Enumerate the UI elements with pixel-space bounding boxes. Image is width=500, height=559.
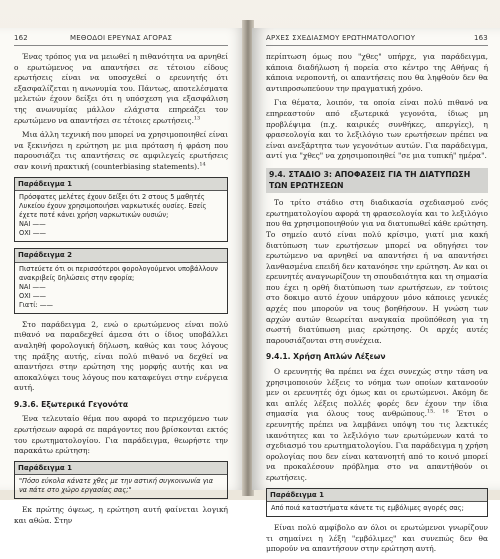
- answer-option: ΟΧΙ ——: [19, 291, 46, 300]
- example-box-title: Παράδειγμα 2: [15, 249, 227, 263]
- header-rule: [266, 45, 488, 46]
- left-paragraph-3: Στο παράδειγμα 2, ενώ ο ερωτώμενος είναι πολύ πιθανό να παραδεχθεί άμεσα ότι ο ίδιος υποβάλλει αναληθή φορολογική δήλωση, καθώς και τους λόγους της πράξης αυτής, είναι πολύ πιθανό να δεχθεί να απαντήσει στην ερώτηση της μορφής αυτής και να αποκαλύψει τους λόγους που καταφεύγει στην ενέργεια αυτή.: [14, 319, 228, 393]
- example-text: Πρόσφατες μελέτες έχουν δείξει ότι 2 στους 5 μαθητές Λυκείου έχουν χρησιμοποιήσει ναρκωτικές ουσίες. Εσείς έχετε ποτέ κάνει χρήση ναρκωτικών ουσιών;: [19, 193, 207, 220]
- footnote-marker: 15, 16: [426, 408, 449, 415]
- paragraph-text: Ένας τρόπος για να μειωθεί η πιθανότητα να αρνηθεί ο ερωτώμενος να απαντήσει σε τέτοιου είδους ερωτήσεις είναι να υποσχεθεί ο ερευνητής ότι εξασφαλίζεται η ανωνυμία του. Πάντως, αποτελέσματα μελετών έχουν δείξει ότι η υπόσχεση για εξασφάλιση της ανωνυμίας μάλλον ελάχιστα επηρεάζει τον ερωτώμενο να απαντήσει σε τέτοιες ερωτήσεις.: [14, 52, 228, 125]
- example-box-right: [266, 488, 488, 518]
- left-page: [0, 28, 244, 526]
- paragraph-text: Μια άλλη τεχνική που μπορεί να χρησιμοποιηθεί είναι να ξεκινήσει η ερώτηση με μια πρόταση ή φράση που παρουσιάζει τις απαντήσεις σε αμφιλεγείς ερωτήσεις σαν κοινή πρακτική (counterbiasing statements).: [14, 130, 228, 171]
- left-paragraph-2: [14, 130, 228, 172]
- example-box-2: [14, 248, 228, 314]
- example-box-body: [15, 263, 227, 313]
- left-page-content: [14, 52, 228, 531]
- example-text: Πιστεύετε ότι οι περισσότεροι φορολογούμενοι υποβάλλουν ανακριβείς δηλώσεις στην εφορία;: [19, 264, 218, 282]
- answer-option: Γιατί: ——: [19, 300, 53, 309]
- example-box-body: [15, 475, 227, 498]
- example-text: "Πόσο εύκολα κάνατε χθες με την αστική συγκοινωνία για να πάτε στο χώρο εργασίας σας;": [19, 477, 214, 495]
- answer-option: ΝΑΙ ——: [19, 220, 46, 229]
- example-box-body: [15, 191, 227, 241]
- paragraph-text: Ο ερευνητής θα πρέπει να έχει συνεχώς στην τάση να χρησιμοποιούν λέξεις το νόημα των οποίων κατανοούν μεν οι ερευνητές όχι όμως και οι ερωτώμενοι. Ακόμη δε και απλές λέξεις πολλές φορές δεν έχουν την ίδια σημασία για όλους τους ανθρώπους.: [266, 367, 488, 419]
- example-text: Από ποιά καταστήματα κάνετε τις εμβόλιμες αγορές σας;: [271, 504, 464, 513]
- page-number-left: 162: [14, 34, 28, 42]
- example-box-title: Παράδειγμα 1: [15, 178, 227, 192]
- example-box-title: Παράδειγμα 1: [15, 462, 227, 476]
- left-paragraph-1: [14, 52, 228, 126]
- right-paragraph-1: περίπτωση όμως που "χθες" υπήρχε, για παράδειγμα, κάποια διαδήλωση ή πορεία στο κέντρο της Αθήνας ή κάποια νεροποντή, οι απαντήσεις που θα ληφθούν δεν θα αντιπροσωπεύουν την πραγματική χρόνο.: [266, 52, 488, 93]
- left-paragraph-5: Εκ πρώτης όψεως, η ερώτηση αυτή φαίνεται λογική και αθώα. Στην: [14, 505, 228, 526]
- footnote-marker: 13: [193, 115, 201, 122]
- main-section-heading: 9.4. ΣΤΑΔΙΟ 3: ΑΠΟΦΑΣΕΙΣ ΓΙΑ ΤΗ ΔΙΑΤΥΠΩΣΗ ΤΩΝ ΕΡΩΤΗΣΕΩΝ: [266, 168, 488, 193]
- paragraph-text: Έτσι ο ερευνητής πρέπει να λαμβάνει υπόψη του τις λεκτικές ικανότητες και το λεξιλόγιο των ερωτώμενων κατά το σχεδιασμό του ερωτηματολογίου. Για παράδειγμα η χρήση ορολογίας που δεν είναι κατανοητή από το κοινό μπορεί να προκαλέσουν πρόβλημα στο να απαντήθούν οι ερωτήσεις.: [266, 409, 488, 482]
- example-box-1: [14, 177, 228, 243]
- left-paragraph-4: Ένα τελευταίο θέμα που αφορά το περιεχόμενο των ερωτήσεων αφορά σε παράγοντες που βρίσκονται εκτός του ερωτηματολογίου. Για παράδειγμα, θεωρήστε την παρακάτω ερώτηση:: [14, 414, 228, 456]
- running-head-left: ΜΕΘΟΔΟΙ ΕΡΕΥΝΑΣ ΑΓΟΡΑΣ: [70, 34, 173, 42]
- header-rule: [14, 45, 228, 46]
- right-paragraph-5: Είναι πολύ αμφίβολο αν όλοι οι ερωτώμενοι γνωρίζουν τι σημαίνει η λέξη "εμβόλιμες" και συνεπώς δεν θα μπορούν να απαντήσουν στην ερώτηση αυτή.: [266, 523, 488, 554]
- footnote-marker: 14: [199, 161, 206, 168]
- running-head-right: ΑΡΧΕΣ ΣΧΕΔΙΑΣΜΟΥ ΕΡΩΤΗΜΑΤΟΛΟΓΙΟΥ: [266, 34, 416, 42]
- right-page: [252, 28, 500, 554]
- page-number-right: 163: [474, 34, 488, 42]
- right-page-content: [266, 52, 488, 559]
- example-box-body: [267, 502, 487, 516]
- subsection-heading: 9.4.1. Χρήση Απλών Λέξεων: [266, 352, 386, 362]
- right-paragraph-2: Για θέματα, λοιπόν, τα οποία είναι πολύ πιθανό να επηρεαστούν από εξωτερικά γεγονότα, ίδιως μη προβλέψιμα (π.χ. καιρικές συνθήκες, απεργίες), η φρασεολογία και το λεξιλόγιο των ερωτήσεων πρέπει να είναι ανεξάρτητα των γεγονότων αυτών. Για παράδειγμα, αντί για "χθες" να χρησιμοποιηθεί "σε μια τυπική" ημέρα".: [266, 98, 488, 161]
- section-heading: 9.3.6. Εξωτερικά Γεγονότα: [14, 399, 129, 409]
- answer-option: ΟΧΙ ——: [19, 229, 46, 238]
- answer-option: ΝΑΙ ——: [19, 282, 46, 291]
- right-paragraph-3: Το τρίτο στάδιο στη διαδικασία σχεδιασμού ενός ερωτηματολογίου αφορά τη φρασεολογία και το λεξιλόγιο που θα χρησιμοποιηθούν για να διατυπωθεί κάθε ερώτηση. Το σημείο αυτό είναι πολύ κρίσιμο, γιατί μια κακή διατύπωση των ερωτήσεων μπορεί να οδηγήσει τον ερωτώμενο να αρνηθεί να απαντήσει ή να απαντήσει λανθασμένα επειδή δεν κατανόησε την ερώτηση. Αν και οι ερευνητές αναγνωρίζουν τη σπουδαιότητα και τη σημασία που έχει η ορθή διατύπωση των ερωτήσεων, εν τούτοις στο δοκιμο αυτό έχουν υπάρχουν μόνο κάποιες γενικές αρχές που μπορούν να τους βοηθήσουν. Η γνώση των αρχών αυτών θεωρείται αναγκαία προϋπόθεση για τη σωστή διατύπωση μιας ερώτησης. Οι αρχές αυτές παρουσιάζονται στη συνέχεια.: [266, 198, 488, 345]
- right-paragraph-4: [266, 367, 488, 484]
- example-box-title: Παράδειγμα 1: [267, 489, 487, 503]
- example-box-3: [14, 461, 228, 500]
